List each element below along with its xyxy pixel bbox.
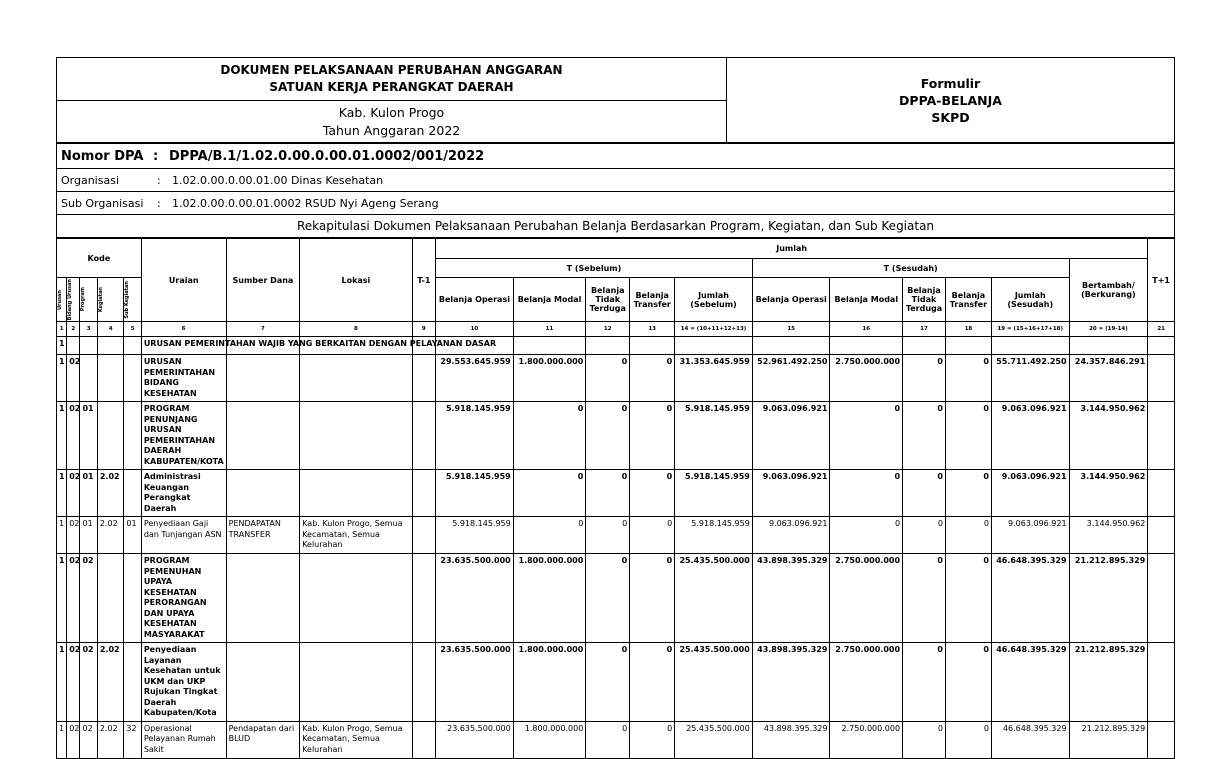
cell-op2: 9.063.096.921 (752, 517, 830, 554)
cell-delta: 21.212.895.329 (1069, 721, 1148, 758)
kode-urusan-header (57, 278, 67, 322)
column-index: 1 (57, 322, 67, 337)
cell-tr1: 0 (630, 402, 675, 470)
cell-sumber: Pendapatan dari BLUD (226, 721, 300, 758)
sub-organisasi-value: 1.02.0.00.0.00.01.0002 RSUD Nyi Ageng Serang (172, 196, 439, 210)
organisasi-row (57, 169, 1175, 192)
document-info (56, 143, 1175, 238)
column-index: 9 (412, 322, 436, 337)
cell-jml1: 5.918.145.959 (675, 470, 753, 517)
cell-sumber (226, 554, 300, 643)
cell-tt2: 0 (903, 402, 946, 470)
cell-tt1: 0 (586, 355, 630, 402)
cell-op2 (752, 337, 830, 355)
belanja-table (56, 238, 1175, 759)
column-index-row (57, 322, 1175, 337)
cell-uraian: Penyediaan Gaji dan Tunjangan ASN (141, 517, 226, 554)
cell-mod2: 0 (830, 470, 903, 517)
column-index: 5 (124, 322, 141, 337)
kode-kegiatan-header (97, 278, 124, 322)
cell-op1: 23.635.500.000 (436, 554, 514, 643)
cell-tr1: 0 (630, 355, 675, 402)
cell-t1 (412, 402, 436, 470)
cell-tt2: 0 (903, 643, 946, 722)
nomor-dpa-colon: : (153, 148, 159, 164)
cell-urusan: 1 (57, 554, 67, 643)
cell-sumber: PENDAPATAN TRANSFER (226, 517, 300, 554)
t-sesudah-header: T (Sesudah) (752, 259, 1069, 278)
cell-tp1 (1148, 554, 1175, 643)
column-index: 7 (226, 322, 300, 337)
cell-uraian: PROGRAM PENUNJANG URUSAN PEMERINTAHAN DAERAH KABUPATEN/KOTA (141, 402, 226, 470)
column-index: 2 (67, 322, 80, 337)
kode-header: Kode (57, 239, 142, 278)
jumlah-header: Jumlah (436, 239, 1148, 259)
cell-t1 (412, 554, 436, 643)
kode-urusan-label: Urusan (57, 289, 63, 310)
title-line-1: DOKUMEN PELAKSANAAN PERUBAHAN ANGGARAN (220, 63, 563, 77)
cell-jml1: 25.435.500.000 (675, 554, 753, 643)
cell-jml2: 46.648.395.329 (991, 643, 1069, 722)
cell-jml2: 46.648.395.329 (991, 554, 1069, 643)
column-index: 8 (300, 322, 412, 337)
cell-bidang (67, 337, 80, 355)
belanja-operasi-sesudah-header: Belanja Operasi (752, 278, 830, 322)
column-index: 4 (97, 322, 124, 337)
cell-lokasi (300, 355, 412, 402)
cell-mod1 (513, 337, 586, 355)
cell-uraian: Administrasi Keuangan Perangkat Daerah (141, 470, 226, 517)
cell-jml1: 25.435.500.000 (675, 643, 753, 722)
cell-bidang: 02 (67, 470, 80, 517)
cell-delta: 3.144.950.962 (1069, 470, 1148, 517)
kode-program-header (80, 278, 97, 322)
cell-jml2: 9.063.096.921 (991, 470, 1069, 517)
cell-mod1: 1.800.000.000 (513, 721, 586, 758)
cell-sumber (226, 355, 300, 402)
cell-mod2: 2.750.000.000 (830, 721, 903, 758)
cell-bidang: 02 (67, 643, 80, 722)
cell-sub (124, 554, 141, 643)
nomor-dpa-value: DPPA/B.1/1.02.0.00.0.00.01.0002/001/2022 (169, 148, 485, 164)
cell-tt1: 0 (586, 643, 630, 722)
document-subtitle (57, 101, 727, 143)
cell-tt1: 0 (586, 470, 630, 517)
cell-program: 02 (80, 721, 97, 758)
cell-urusan: 1 (57, 643, 67, 722)
cell-tr1: 0 (630, 470, 675, 517)
cell-bidang: 02 (67, 517, 80, 554)
organisasi-label: Organisasi (61, 173, 119, 187)
cell-mod1: 0 (513, 470, 586, 517)
table-row (57, 554, 1175, 643)
cell-tr2: 0 (945, 402, 991, 470)
cell-mod2 (830, 337, 903, 355)
cell-op2: 43.898.395.329 (752, 721, 830, 758)
column-index: 13 (630, 322, 675, 337)
cell-sub (124, 470, 141, 517)
column-index: 10 (436, 322, 514, 337)
cell-lokasi (300, 470, 412, 517)
sumber-dana-header: Sumber Dana (226, 239, 300, 322)
fiscal-year: Tahun Anggaran 2022 (322, 122, 461, 138)
column-index: 21 (1148, 322, 1175, 337)
cell-op1: 23.635.500.000 (436, 721, 514, 758)
table-row (57, 337, 1175, 355)
cell-sub: 01 (124, 517, 141, 554)
cell-mod2: 2.750.000.000 (830, 643, 903, 722)
cell-tt1: 0 (586, 554, 630, 643)
cell-op2: 52.961.492.250 (752, 355, 830, 402)
cell-delta: 3.144.950.962 (1069, 517, 1148, 554)
cell-urusan: 1 (57, 402, 67, 470)
cell-kegiatan: 2.02 (97, 721, 124, 758)
cell-tr2: 0 (945, 517, 991, 554)
cell-tr2 (945, 337, 991, 355)
belanja-transfer-sebelum-header: Belanja Transfer (630, 278, 675, 322)
cell-kegiatan (97, 402, 124, 470)
cell-mod1: 0 (513, 402, 586, 470)
kode-kegiatan-label: Kegiatan (97, 286, 104, 313)
belanja-modal-sebelum-header: Belanja Modal (513, 278, 586, 322)
cell-lokasi: Kab. Kulon Progo, Semua Kecamatan, Semua Kelurahan (300, 517, 412, 554)
cell-program: 02 (80, 643, 97, 722)
cell-urusan: 1 (57, 517, 67, 554)
cell-jml1: 5.918.145.959 (675, 402, 753, 470)
column-index: 14 = (10+11+12+13) (675, 322, 753, 337)
cell-program (80, 337, 97, 355)
cell-tr1: 0 (630, 643, 675, 722)
cell-op2: 43.898.395.329 (752, 643, 830, 722)
formulir-line-3: SKPD (931, 109, 970, 125)
cell-kegiatan: 2.02 (97, 470, 124, 517)
cell-urusan: 1 (57, 355, 67, 402)
t-minus-1-header: T-1 (412, 239, 436, 322)
cell-jml2: 9.063.096.921 (991, 517, 1069, 554)
cell-jml2 (991, 337, 1069, 355)
title-line-2: SATUAN KERJA PERANGKAT DAERAH (269, 80, 514, 94)
cell-op1: 23.635.500.000 (436, 643, 514, 722)
cell-tt1: 0 (586, 402, 630, 470)
cell-sub (124, 402, 141, 470)
formulir-line-1: Formulir (920, 75, 981, 91)
cell-jml1: 5.918.145.959 (675, 517, 753, 554)
cell-tr2: 0 (945, 721, 991, 758)
table-row (57, 355, 1175, 402)
kode-program-label: Program (80, 287, 87, 312)
cell-tr1: 0 (630, 517, 675, 554)
cell-tr1 (630, 337, 675, 355)
cell-jml2: 46.648.395.329 (991, 721, 1069, 758)
cell-program: 01 (80, 402, 97, 470)
lokasi-header: Lokasi (300, 239, 412, 322)
bertambah-header: Bertambah/ (Berkurang) (1069, 259, 1148, 322)
t-plus-1-header: T+1 (1148, 239, 1175, 322)
column-index: 12 (586, 322, 630, 337)
kode-sub-kegiatan-header (124, 278, 141, 322)
kode-bidang-label: Bidang Urusan (67, 278, 74, 321)
cell-tt2: 0 (903, 355, 946, 402)
cell-urusan: 1 (57, 721, 67, 758)
cell-sub: 32 (124, 721, 141, 758)
dppa-document (56, 57, 1175, 759)
uraian-header: Uraian (141, 239, 226, 322)
cell-tp1 (1148, 402, 1175, 470)
cell-urusan: 1 (57, 337, 67, 355)
column-index: 3 (80, 322, 97, 337)
column-index: 17 (903, 322, 946, 337)
cell-program (80, 355, 97, 402)
cell-jml2: 9.063.096.921 (991, 402, 1069, 470)
cell-delta: 21.212.895.329 (1069, 554, 1148, 643)
cell-lokasi (300, 402, 412, 470)
organisasi-value: 1.02.0.00.0.00.01.00 Dinas Kesehatan (172, 173, 384, 187)
cell-mod1: 1.800.000.000 (513, 355, 586, 402)
cell-tp1 (1148, 470, 1175, 517)
belanja-tidak-terduga-sesudah-header: Belanja Tidak Terduga (903, 278, 946, 322)
belanja-modal-sesudah-header: Belanja Modal (830, 278, 903, 322)
sub-organisasi-row (57, 192, 1175, 215)
cell-mod1: 1.800.000.000 (513, 554, 586, 643)
cell-mod2: 0 (830, 517, 903, 554)
cell-tp1 (1148, 517, 1175, 554)
cell-op1: 29.553.645.959 (436, 355, 514, 402)
cell-tt1: 0 (586, 517, 630, 554)
jumlah-sebelum-header: Jumlah (Sebelum) (675, 278, 753, 322)
region-name: Kab. Kulon Progo (338, 104, 445, 120)
cell-lokasi (300, 554, 412, 643)
cell-tr2: 0 (945, 554, 991, 643)
rekapitulasi-title: Rekapitulasi Dokumen Pelaksanaan Perubahan Belanja Berdasarkan Program, Kegiatan, dan Sub Kegiatan (57, 215, 1175, 238)
cell-tt2: 0 (903, 470, 946, 517)
cell-delta: 21.212.895.329 (1069, 643, 1148, 722)
cell-op2: 9.063.096.921 (752, 470, 830, 517)
cell-bidang: 02 (67, 355, 80, 402)
cell-bidang: 02 (67, 402, 80, 470)
belanja-transfer-sesudah-header: Belanja Transfer (945, 278, 991, 322)
cell-sub (124, 643, 141, 722)
column-index: 16 (830, 322, 903, 337)
cell-t1 (412, 517, 436, 554)
cell-tr2: 0 (945, 643, 991, 722)
cell-mod1: 0 (513, 517, 586, 554)
kode-bidang-header (67, 278, 80, 322)
cell-t1 (412, 355, 436, 402)
column-index: 18 (945, 322, 991, 337)
cell-sub (124, 337, 141, 355)
cell-delta: 3.144.950.962 (1069, 402, 1148, 470)
table-row (57, 470, 1175, 517)
column-index: 20 = (19-14) (1069, 322, 1148, 337)
cell-tt1 (586, 337, 630, 355)
jumlah-sesudah-header: Jumlah (Sesudah) (991, 278, 1069, 322)
table-row (57, 402, 1175, 470)
cell-delta: 24.357.846.291 (1069, 355, 1148, 402)
cell-tp1 (1148, 643, 1175, 722)
cell-tr2: 0 (945, 355, 991, 402)
column-index: 11 (513, 322, 586, 337)
cell-kegiatan (97, 355, 124, 402)
cell-program: 01 (80, 470, 97, 517)
cell-lokasi (300, 643, 412, 722)
cell-kegiatan: 2.02 (97, 517, 124, 554)
table-body (57, 337, 1175, 759)
document-title (57, 58, 727, 101)
cell-uraian: PROGRAM PEMENUHAN UPAYA KESEHATAN PERORANGAN DAN UPAYA KESEHATAN MASYARAKAT (141, 554, 226, 643)
cell-kegiatan: 2.02 (97, 643, 124, 722)
cell-op1: 5.918.145.959 (436, 470, 514, 517)
cell-sumber (226, 470, 300, 517)
cell-op2: 43.898.395.329 (752, 554, 830, 643)
table-row (57, 643, 1175, 722)
t-sebelum-header: T (Sebelum) (436, 259, 753, 278)
sub-organisasi-label: Sub Organisasi (61, 196, 144, 210)
cell-jml1 (675, 337, 753, 355)
document-header (56, 57, 1175, 143)
column-index: 15 (752, 322, 830, 337)
cell-tr1: 0 (630, 721, 675, 758)
cell-mod1: 1.800.000.000 (513, 643, 586, 722)
cell-tr1: 0 (630, 554, 675, 643)
cell-jml1: 25.435.500.000 (675, 721, 753, 758)
cell-lokasi: Kab. Kulon Progo, Semua Kecamatan, Semua Kelurahan (300, 721, 412, 758)
nomor-dpa-row (57, 144, 1175, 169)
cell-mod2: 2.750.000.000 (830, 554, 903, 643)
cell-sumber (226, 643, 300, 722)
cell-mod2: 0 (830, 402, 903, 470)
cell-jml1: 31.353.645.959 (675, 355, 753, 402)
cell-tp1 (1148, 355, 1175, 402)
cell-program: 01 (80, 517, 97, 554)
cell-kegiatan (97, 554, 124, 643)
cell-uraian: Operasional Pelayanan Rumah Sakit (141, 721, 226, 758)
cell-tt2: 0 (903, 517, 946, 554)
cell-tt2: 0 (903, 554, 946, 643)
kode-sub-kegiatan-label: Sub Kegiatan (124, 280, 131, 319)
cell-kegiatan (97, 337, 124, 355)
column-index: 19 = (15+16+17+18) (991, 322, 1069, 337)
cell-tt2: 0 (903, 721, 946, 758)
cell-op2: 9.063.096.921 (752, 402, 830, 470)
cell-urusan: 1 (57, 470, 67, 517)
cell-bidang: 02 (67, 721, 80, 758)
cell-bidang: 02 (67, 554, 80, 643)
cell-tp1 (1148, 337, 1175, 355)
cell-tt2 (903, 337, 946, 355)
table-row (57, 517, 1175, 554)
cell-mod2: 2.750.000.000 (830, 355, 903, 402)
cell-uraian: URUSAN PEMERINTAHAN BIDANG KESEHATAN (141, 355, 226, 402)
cell-sub (124, 355, 141, 402)
cell-uraian: URUSAN PEMERINTAHAN WAJIB YANG BERKAITAN DENGAN PELAYANAN DASAR (141, 337, 226, 355)
belanja-tidak-terduga-sebelum-header: Belanja Tidak Terduga (586, 278, 630, 322)
cell-op1: 5.918.145.959 (436, 517, 514, 554)
cell-t1 (412, 470, 436, 517)
belanja-operasi-sebelum-header: Belanja Operasi (436, 278, 514, 322)
organisasi-colon: : (157, 173, 161, 187)
column-index: 6 (141, 322, 226, 337)
formulir-box (727, 58, 1175, 143)
formulir-line-2: DPPA-BELANJA (899, 92, 1002, 108)
cell-op1: 5.918.145.959 (436, 402, 514, 470)
cell-jml2: 55.711.492.250 (991, 355, 1069, 402)
cell-delta (1069, 337, 1148, 355)
cell-t1 (412, 643, 436, 722)
cell-t1 (412, 721, 436, 758)
cell-tt1: 0 (586, 721, 630, 758)
cell-tr2: 0 (945, 470, 991, 517)
cell-sumber (226, 402, 300, 470)
cell-program: 02 (80, 554, 97, 643)
table-row (57, 721, 1175, 758)
cell-tp1 (1148, 721, 1175, 758)
nomor-dpa-label: Nomor DPA (61, 148, 144, 164)
cell-uraian: Penyediaan Layanan Kesehatan untuk UKM dan UKP Rujukan Tingkat Daerah Kabupaten/Kota (141, 643, 226, 722)
sub-organisasi-colon: : (157, 196, 161, 210)
